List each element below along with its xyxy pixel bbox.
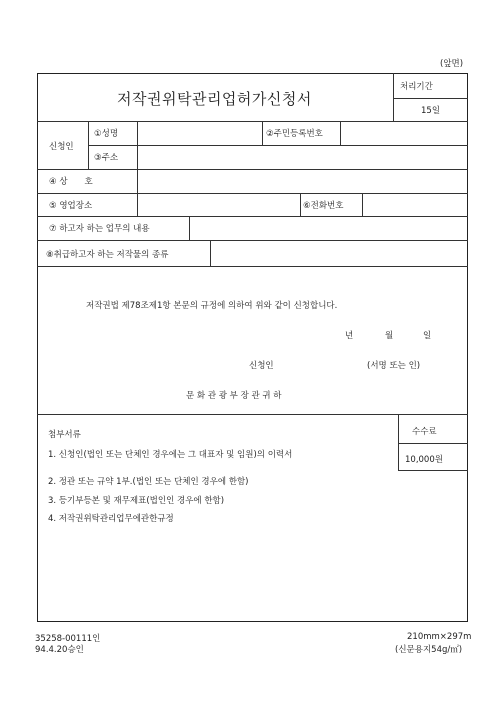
processing-period-label: 처리기간 <box>400 82 433 92</box>
fee-label: 수수료 <box>412 427 437 437</box>
paper-type: (신문용지54g/㎡) <box>395 645 463 655</box>
business-content-field[interactable] <box>190 217 467 239</box>
attachments-header: 첨부서류 <box>48 430 81 440</box>
date-year-label: 년 <box>345 331 354 341</box>
attachment-item: 2. 정관 또는 규약 1부.(법인 또는 단체인 경우에 한함) <box>48 477 249 487</box>
attachment-item: 1. 신청인(법인 또는 단체인 경우에는 그 대표자 및 임원)의 이력서 <box>48 450 293 460</box>
form-title: 저작권위탁관리업허가신청서 <box>117 90 312 108</box>
addressee: 문 화 관 광 부 장 관 귀 하 <box>186 391 282 401</box>
rule <box>88 121 89 169</box>
trade-name-field[interactable] <box>138 170 467 192</box>
rule <box>37 414 468 415</box>
approval-date: 94.4.20승인 <box>35 645 84 655</box>
name-field[interactable] <box>138 122 261 144</box>
phone-field[interactable] <box>363 194 467 215</box>
paper-size: 210mm×297m <box>407 632 472 642</box>
resident-number-label: ②주민등록번호 <box>266 129 323 139</box>
attachment-item: 3. 등기부등본 및 재무제표(법인인 경우에 한함) <box>48 496 225 506</box>
signer-label: 신청인 <box>249 361 274 371</box>
work-types-label: ⑧취급하고자 하는 저작물의 종류 <box>46 250 169 260</box>
date-month-label: 월 <box>385 331 394 341</box>
rule <box>300 193 301 216</box>
declaration-statement: 저작권법 제78조제1항 본문의 규정에 의하여 위와 같이 신청합니다. <box>86 301 338 311</box>
trade-name-label: ④ 상 호 <box>49 177 93 187</box>
resident-number-field[interactable] <box>341 122 467 144</box>
name-label: ①성명 <box>94 129 119 139</box>
attachment-item: 4. 저작권위탁관리업무에관한규정 <box>48 514 174 524</box>
business-place-label: ⑤ 영업장소 <box>49 201 93 211</box>
business-place-field[interactable] <box>138 194 299 215</box>
applicant-label: 신청인 <box>49 142 74 152</box>
address-label: ③주소 <box>94 153 119 163</box>
signature-label: (서명 또는 인) <box>367 361 421 371</box>
processing-period-value: 15일 <box>421 106 441 116</box>
business-content-label: ⑦ 하고자 하는 업무의 내용 <box>49 224 150 234</box>
phone-label: ⑥전화번호 <box>303 201 344 211</box>
rule <box>398 470 468 471</box>
work-types-field[interactable] <box>211 241 467 265</box>
rule <box>398 414 399 470</box>
page-side-note: (앞면) <box>440 59 464 69</box>
rule <box>37 266 468 267</box>
address-field[interactable] <box>138 146 467 168</box>
date-day-label: 일 <box>423 331 432 341</box>
form-code: 35258-00111인 <box>35 634 101 644</box>
rule <box>393 73 394 121</box>
rule <box>262 121 263 145</box>
rule <box>393 98 468 99</box>
rule <box>398 443 468 444</box>
fee-value: 10,000원 <box>405 455 443 465</box>
